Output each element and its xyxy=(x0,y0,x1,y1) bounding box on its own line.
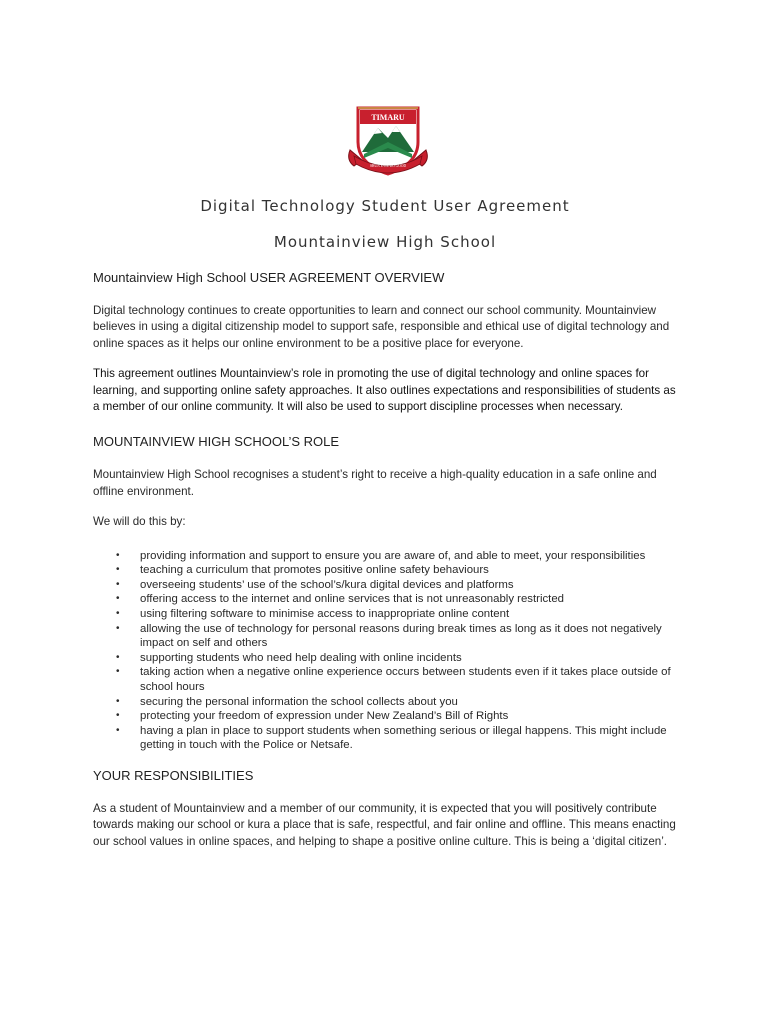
bullet-icon: • xyxy=(116,695,120,707)
document-body xyxy=(93,269,683,864)
responsibilities-paragraph-1: As a student of Mountainview and a member of our community, it is expected that you will positively contribute towards making our school or kura a place that is safe, respectful, and fair online and offline. This means enacting our school values in online spaces, and helping to shape a positive online culture. This is being a ‘digital citizen’. xyxy=(93,801,676,848)
list-item: • teaching a curriculum that promotes positive online safety behaviours xyxy=(116,564,489,577)
overview-heading: Mountainview High School USER AGREEMENT OVERVIEW xyxy=(93,270,445,285)
list-item: • allowing the use of technology for personal reasons during break times as long as it does not negatively impact on self and others xyxy=(116,622,662,650)
role-list xyxy=(93,549,683,753)
list-item: • protecting your freedom of expression under New Zealand’s Bill of Rights xyxy=(116,710,509,723)
overview-paragraph-2: This agreement outlines Mountainview’s role in promoting the use of digital technology and online spaces for learning, and supporting online safety approaches. It also outlines expectations and responsibilities of students as a member of our online community. It will also be used to support discipline processes when necessary. xyxy=(93,367,676,414)
list-item: • providing information and support to ensure you are aware of, and able to meet, your responsibilities xyxy=(116,549,646,562)
overview-paragraph-1: Digital technology continues to create opportunities to learn and connect our school community. Mountainview believes in using a digital citizenship model to support safe, responsible and ethical use of digital technology and online spaces as it helps our online environment to be a positive place for everyone. xyxy=(93,304,670,350)
role-paragraph-1: Mountainview High School recognises a student’s right to receive a high-quality education in a safe online and offline environment. xyxy=(93,468,657,498)
list-item: • supporting students who need help dealing with online incidents xyxy=(116,651,462,664)
bullet-icon: • xyxy=(116,651,120,663)
list-item: • using filtering software to minimise access to inappropriate online content xyxy=(116,608,510,621)
school-crest-logo xyxy=(344,98,432,178)
bullet-icon: • xyxy=(116,666,120,678)
list-item: • securing the personal information the school collects about you xyxy=(116,695,458,708)
bullet-icon: • xyxy=(116,564,120,576)
bullet-icon: • xyxy=(116,710,120,722)
bullet-icon: • xyxy=(116,549,120,561)
responsibilities-heading: YOUR RESPONSIBILITIES xyxy=(93,767,254,783)
bullet-icon: • xyxy=(116,578,120,590)
crest-motto: SHUN EVIL DO GOOD xyxy=(369,164,407,168)
list-item: • offering access to the internet and online services that is not unreasonably restricted xyxy=(116,593,565,606)
bullet-icon: • xyxy=(116,622,120,634)
school-name: Mountainview High School xyxy=(273,233,497,251)
role-paragraph-2: We will do this by: xyxy=(93,515,186,529)
bullet-icon: • xyxy=(116,608,120,620)
bullet-icon: • xyxy=(116,724,120,736)
list-item: • taking action when a negative online experience occurs between students even if it takes place outside of school hours xyxy=(116,666,671,693)
list-item: • overseeing students’ use of the school’s/kura digital devices and platforms xyxy=(116,578,514,591)
role-heading: MOUNTAINVIEW HIGH SCHOOL’S ROLE xyxy=(93,434,340,450)
document-title: Digital Technology Student User Agreement xyxy=(200,197,570,215)
crest-label: TIMARU xyxy=(371,113,405,122)
bullet-icon: • xyxy=(116,593,120,605)
list-item: • having a plan in place to support students when something serious or illegal happens. This might include getting in touch with the Police or Netsafe. xyxy=(116,724,667,752)
